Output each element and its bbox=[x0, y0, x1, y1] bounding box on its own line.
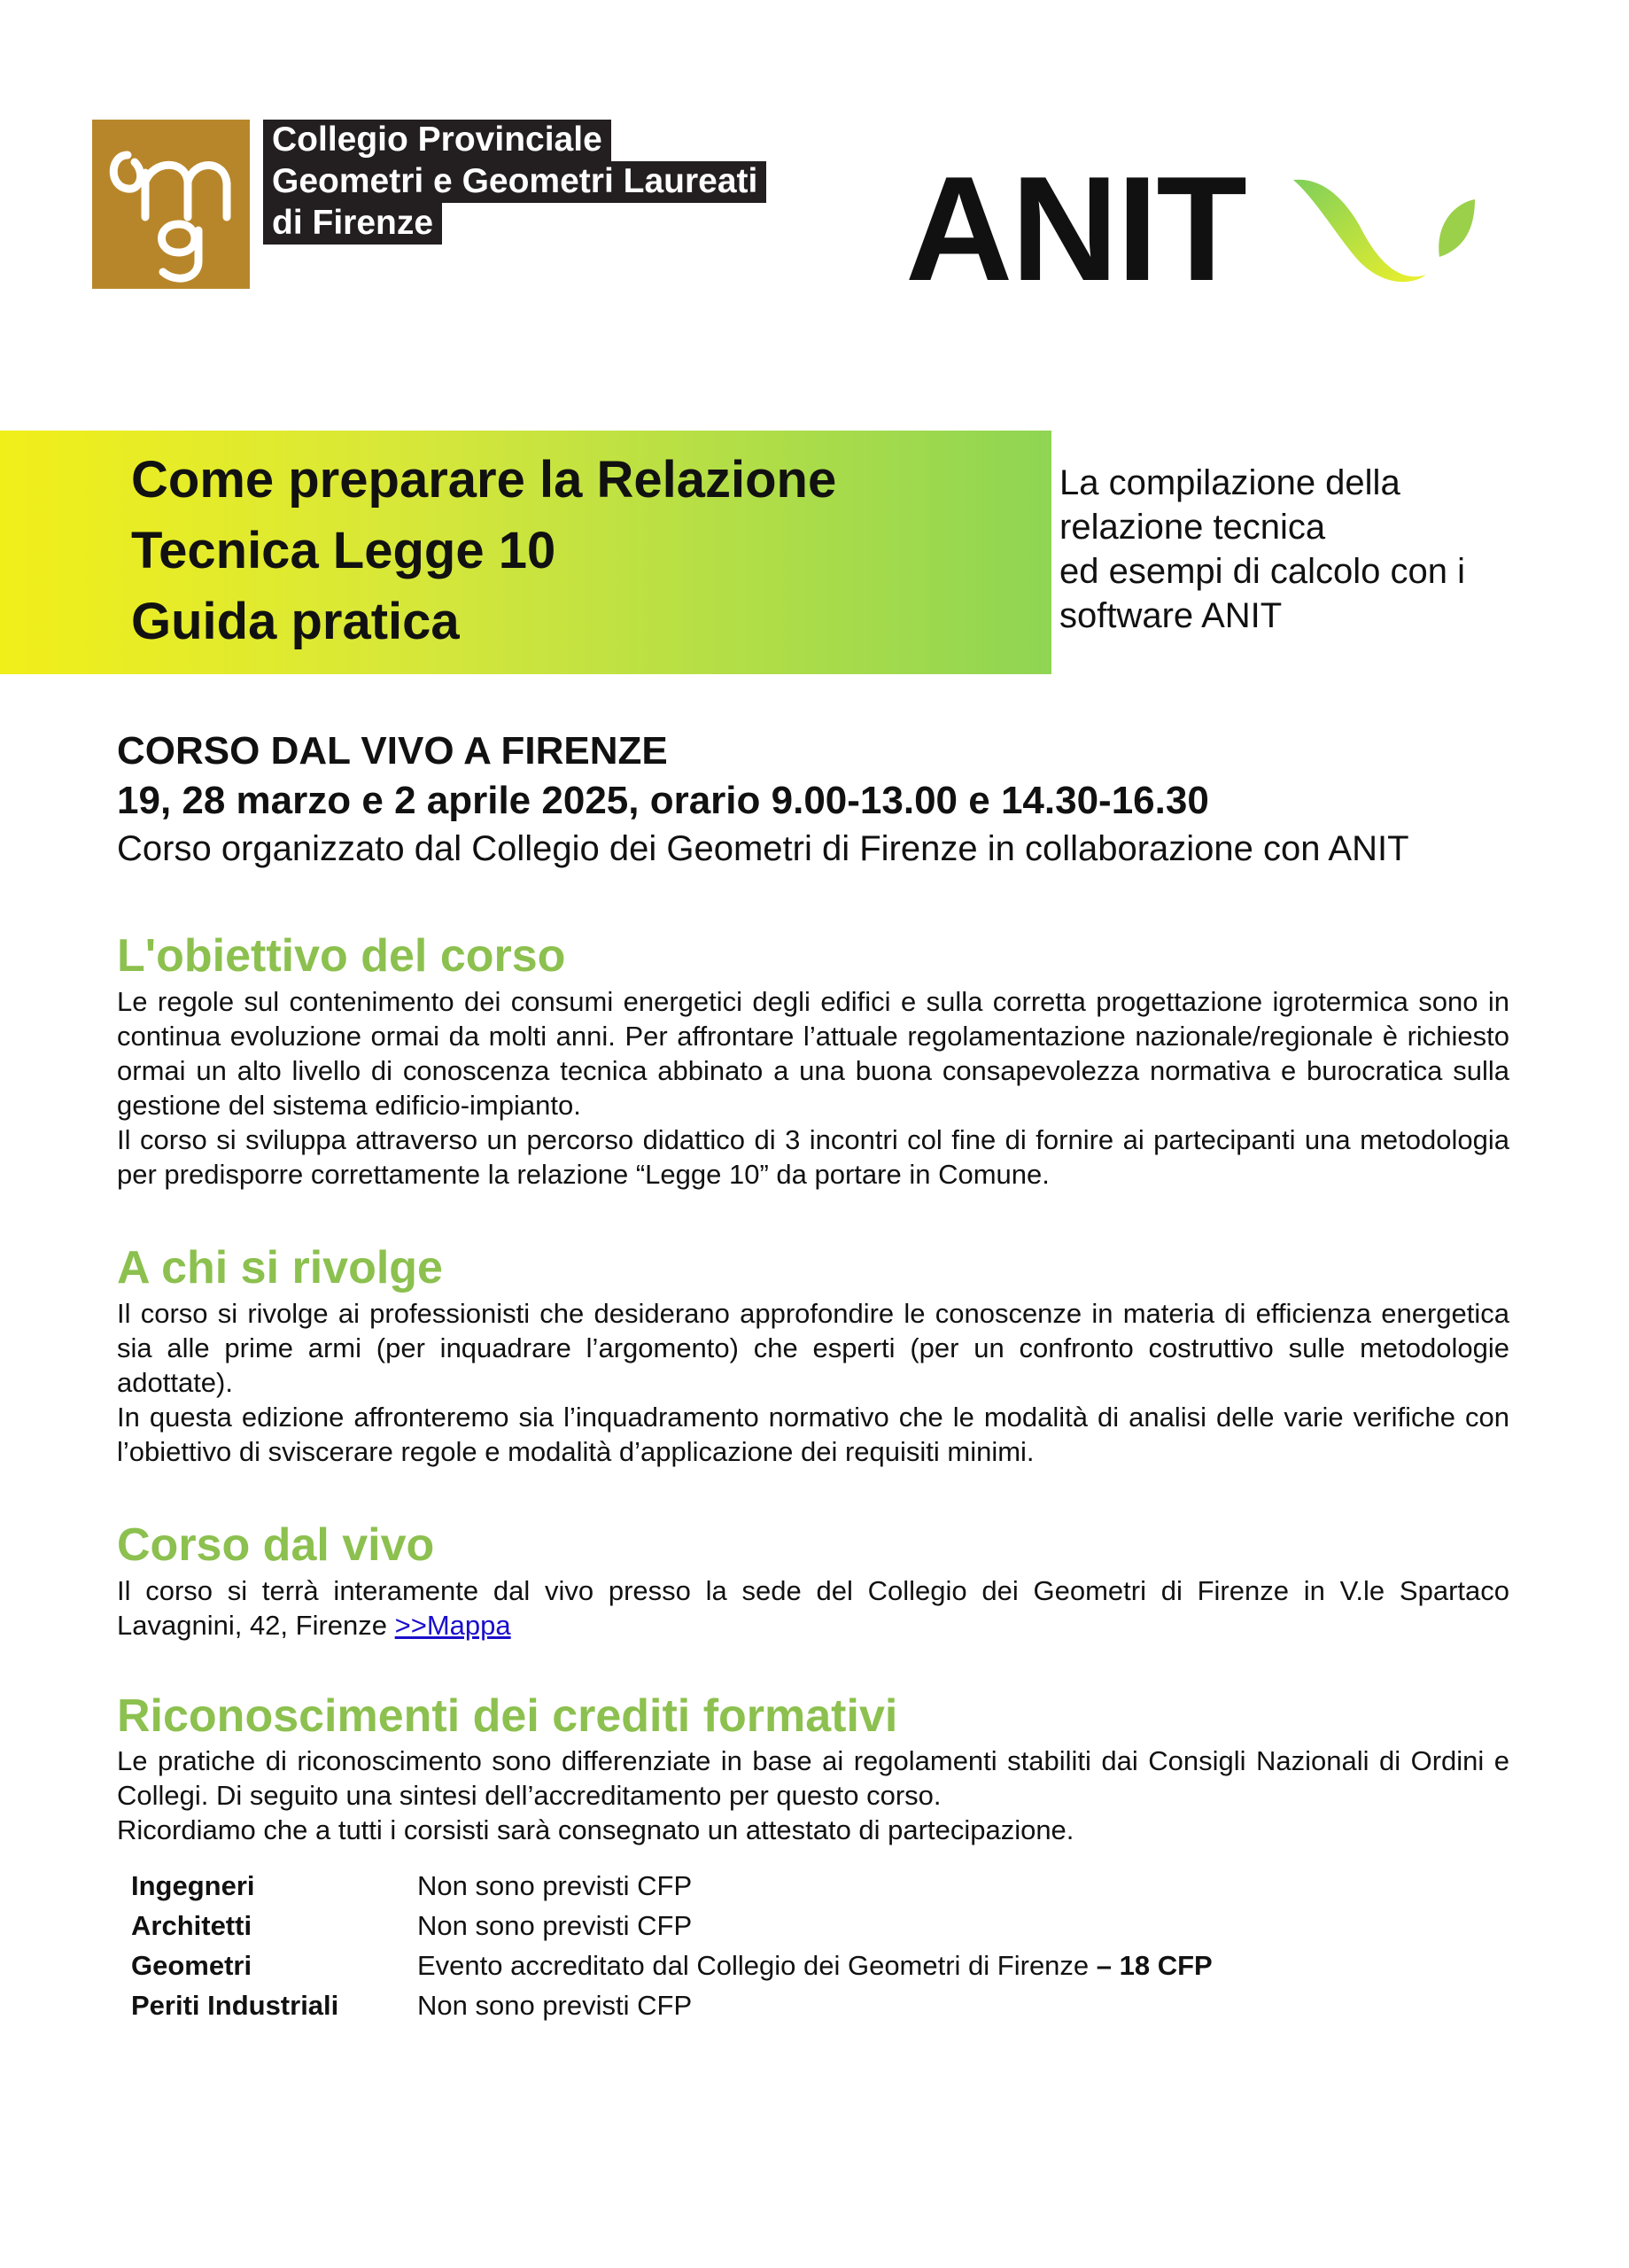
course-dates: 19, 28 marzo e 2 aprile 2025, orario 9.00-13.00 e 14.30-16.30 bbox=[117, 779, 1209, 822]
paragraph: Il corso si rivolge ai professionisti che desiderano approfondire le conoscenze in materia di efficienza energetica sia alle prime armi (per inquadrare l’argomento) che esperti (per un confronto costruttivo sulle metodologie adottate). bbox=[117, 1298, 1509, 1398]
course-organizer: Corso organizzato dal Collegio dei Geometri di Firenze in collaborazione con ANIT bbox=[117, 829, 1409, 868]
title-line-3: Guida pratica bbox=[131, 593, 460, 650]
credit-text: Non sono previsti CFP bbox=[417, 1989, 693, 2021]
section-body-objective bbox=[117, 984, 1509, 1192]
map-link[interactable]: >>Mappa bbox=[394, 1610, 511, 1641]
section-body-live bbox=[117, 1573, 1509, 1643]
course-heading: CORSO DAL VIVO A FIRENZE bbox=[117, 729, 668, 773]
paragraph: Il corso si sviluppa attraverso un percorso didattico di 3 incontri col fine di fornire ai partecipanti una metodologia per predisporre correttamente la relazione “Legge 10” da portare in Comune. bbox=[117, 1124, 1509, 1190]
section-title-audience: A chi si rivolge bbox=[117, 1242, 443, 1293]
credit-cell bbox=[417, 1906, 1495, 1946]
collegio-line-3: di Firenze bbox=[263, 203, 442, 245]
paragraph: Le regole sul contenimento dei consumi energetici degli edifici e sulla corretta progettazione igrotermica sono in continua evoluzione ormai da molti anni. Per affrontare l’attuale regolamentazione nazionale/regionale è richiesto ormai un alto livello di conoscenza tecnica abbinato a una buona consapevolezza normativa e burocratica sulla gestione del sistema edificio-impianto. bbox=[117, 986, 1509, 1121]
section-body-credits bbox=[117, 1744, 1509, 1847]
table-row bbox=[131, 1866, 1495, 1906]
section-title-live: Corso dal vivo bbox=[117, 1519, 435, 1571]
section-body-audience bbox=[117, 1296, 1509, 1469]
paragraph: Le pratiche di riconoscimento sono differenziate in base ai regolamenti stabiliti dai Consigli Nazionali di Ordini e Collegi. Di seguito una sintesi dell’accreditamento per questo corso. bbox=[117, 1745, 1509, 1811]
cg-monogram-icon bbox=[92, 120, 250, 289]
credit-cell bbox=[417, 1985, 1495, 2025]
hero-subtitle bbox=[1059, 461, 1591, 638]
paragraph bbox=[117, 1573, 1509, 1643]
profession-cell: Architetti bbox=[131, 1909, 252, 1941]
profession-cell: Ingegneri bbox=[131, 1869, 255, 1901]
subtitle-line-4: software ANIT bbox=[1059, 596, 1283, 635]
live-text: Il corso si terrà interamente dal vivo presso la sede del Collegio dei Geometri di Firenze in V.le Spartaco Lavagnini, 42, Firenze bbox=[117, 1575, 1509, 1641]
subtitle-line-2: relazione tecnica bbox=[1059, 508, 1326, 547]
leaf-swoosh-icon bbox=[1293, 173, 1479, 297]
collegio-logo-mark bbox=[92, 120, 250, 289]
credit-cell bbox=[417, 1866, 1495, 1906]
collegio-logo-text bbox=[263, 120, 855, 252]
section-title-credits: Riconoscimenti dei crediti formativi bbox=[117, 1690, 898, 1742]
credit-text: Non sono previsti CFP bbox=[417, 1869, 693, 1901]
subtitle-line-1: La compilazione della bbox=[1059, 463, 1400, 502]
credits-table bbox=[131, 1866, 1495, 2025]
subtitle-line-3: ed esempi di calcolo con i bbox=[1059, 552, 1466, 591]
collegio-line-2: Geometri e Geometri Laureati bbox=[263, 161, 766, 203]
profession-cell: Periti Industriali bbox=[131, 1989, 339, 2021]
paragraph: In questa edizione affronteremo sia l’inquadramento normativo che le modalità di analisi delle varie verifiche con l’obiettivo di sviscerare regole e modalità d’applicazione dei requisiti minimi. bbox=[117, 1402, 1509, 1467]
profession-cell: Geometri bbox=[131, 1949, 252, 1981]
page-title bbox=[131, 445, 1035, 657]
section-title-objective: L'obiettivo del corso bbox=[117, 930, 566, 982]
paragraph: Ricordiamo che a tutti i corsisti sarà consegnato un attestato di partecipazione. bbox=[117, 1814, 1074, 1845]
credit-text: Evento accreditato dal Collegio dei Geometri di Firenze bbox=[417, 1949, 1090, 1981]
table-row bbox=[131, 1906, 1495, 1946]
credit-text: Non sono previsti CFP bbox=[417, 1909, 693, 1941]
credit-cell bbox=[417, 1946, 1495, 1985]
anit-wordmark: ANIT bbox=[905, 145, 1245, 312]
table-row bbox=[131, 1946, 1495, 1985]
collegio-line-1: Collegio Provinciale bbox=[263, 120, 611, 161]
title-line-2: Tecnica Legge 10 bbox=[131, 522, 556, 579]
credit-bold: – 18 CFP bbox=[1089, 1949, 1213, 1981]
title-line-1: Come preparare la Relazione bbox=[131, 451, 837, 509]
table-row bbox=[131, 1985, 1495, 2025]
